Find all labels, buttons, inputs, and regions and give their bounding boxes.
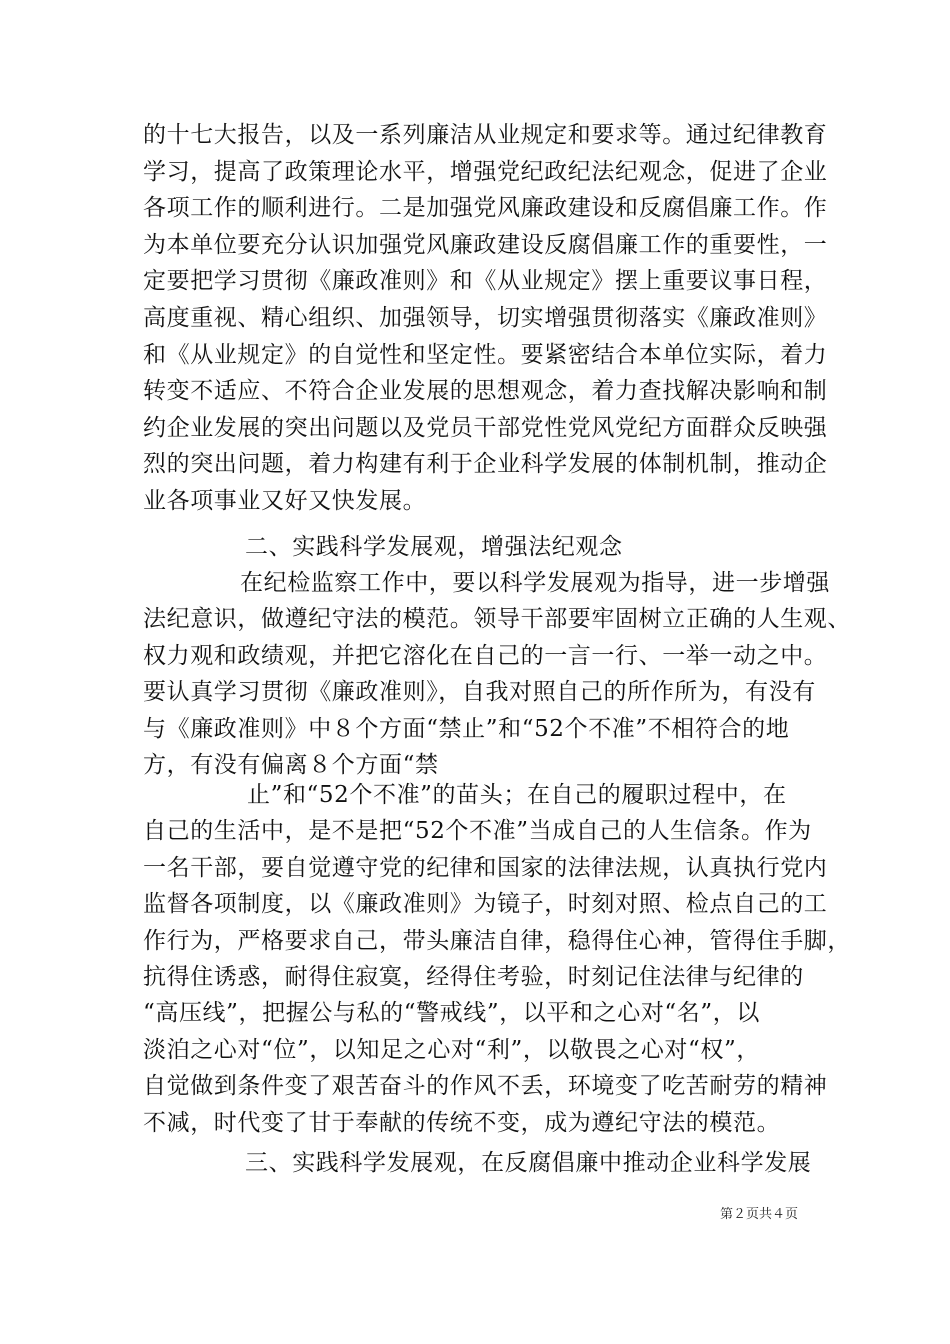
text-line: 自己的生活中，是不是把“52个不准”当成自己的人生信条。作为 <box>143 818 812 844</box>
text-line: 一名干部，要自觉遵守党的纪律和国家的法律法规，认真执行党内 <box>143 855 828 881</box>
section-heading-3: 三、实践科学发展观，在反腐倡廉中推动企业科学发展 <box>245 1150 812 1176</box>
text-line: 权力观和政绩观，并把它溶化在自己的一言一行、一举一动之中。 <box>143 643 828 669</box>
text-line: 作行为，严格要求自己，带头廉洁自律，稳得住心神，管得住手脚， <box>143 928 851 954</box>
text-line: 为本单位要充分认识加强党风廉政建设反腐倡廉工作的重要性，一 <box>143 232 828 258</box>
text-line: 转变不适应、不符合企业发展的思想观念，着力查找解决影响和制 <box>143 378 828 404</box>
text-line: 法纪意识，做遵纪守法的模范。领导干部要牢固树立正确的人生观、 <box>143 606 851 632</box>
text-line: 要认真学习贯彻《廉政准则》，自我对照自己的所作所为，有没有 <box>143 679 816 705</box>
text-line: 各项工作的顺利进行。二是加强党风廉政建设和反腐倡廉工作。作 <box>143 195 828 221</box>
text-line: 监督各项制度，以《廉政准则》为镜子，时刻对照、检点自己的工 <box>143 891 828 917</box>
text-line: 不减，时代变了甘于奉献的传统不变，成为遵纪守法的模范。 <box>143 1110 781 1136</box>
text-line: 在纪检监察工作中，要以科学发展观为指导，进一步增强 <box>240 570 830 596</box>
section-heading-2: 二、实践科学发展观，增强法纪观念 <box>245 534 623 560</box>
text-line: 业各项事业又好又快发展。 <box>143 488 427 514</box>
text-line: 烈的突出问题，着力构建有利于企业科学发展的体制机制，推动企 <box>143 451 828 477</box>
text-line: 高度重视、精心组织、加强领导，切实增强贯彻落实《廉政准则》 <box>143 305 828 331</box>
text-line: 的十七大报告，以及一系列廉洁从业规定和要求等。通过纪律教育 <box>143 122 828 148</box>
text-line: 抗得住诱惑，耐得住寂寞，经得住考验，时刻记住法律与纪律的 <box>143 964 804 990</box>
text-line: 与《廉政准则》中８个方面“禁止”和“52个不准”不相符合的地 <box>143 716 790 742</box>
text-line: 止”和“52个不准”的苗头；在自己的履职过程中，在 <box>247 782 787 808</box>
text-line: 和《从业规定》的自觉性和坚定性。要紧密结合本单位实际，着力 <box>143 342 828 368</box>
text-line: “高压线”，把握公与私的“警戒线”，以平和之心对“名”，以 <box>143 1000 760 1026</box>
text-line: 自觉做到条件变了艰苦奋斗的作风不丢，环境变了吃苦耐劳的精神 <box>143 1073 828 1099</box>
text-line: 学习，提高了政策理论水平，增强党纪政纪法纪观念，促进了企业 <box>143 159 828 185</box>
text-line: 淡泊之心对“位”，以知足之心对“利”，以敬畏之心对“权”， <box>143 1037 760 1063</box>
text-line: 方，有没有偏离８个方面“禁 <box>143 752 439 778</box>
text-line: 定要把学习贯彻《廉政准则》和《从业规定》摆上重要议事日程， <box>143 268 828 294</box>
text-line: 约企业发展的突出问题以及党员干部党性党风党纪方面群众反映强 <box>143 415 828 441</box>
page-number-footer: 第２页共４页 <box>720 1207 799 1222</box>
